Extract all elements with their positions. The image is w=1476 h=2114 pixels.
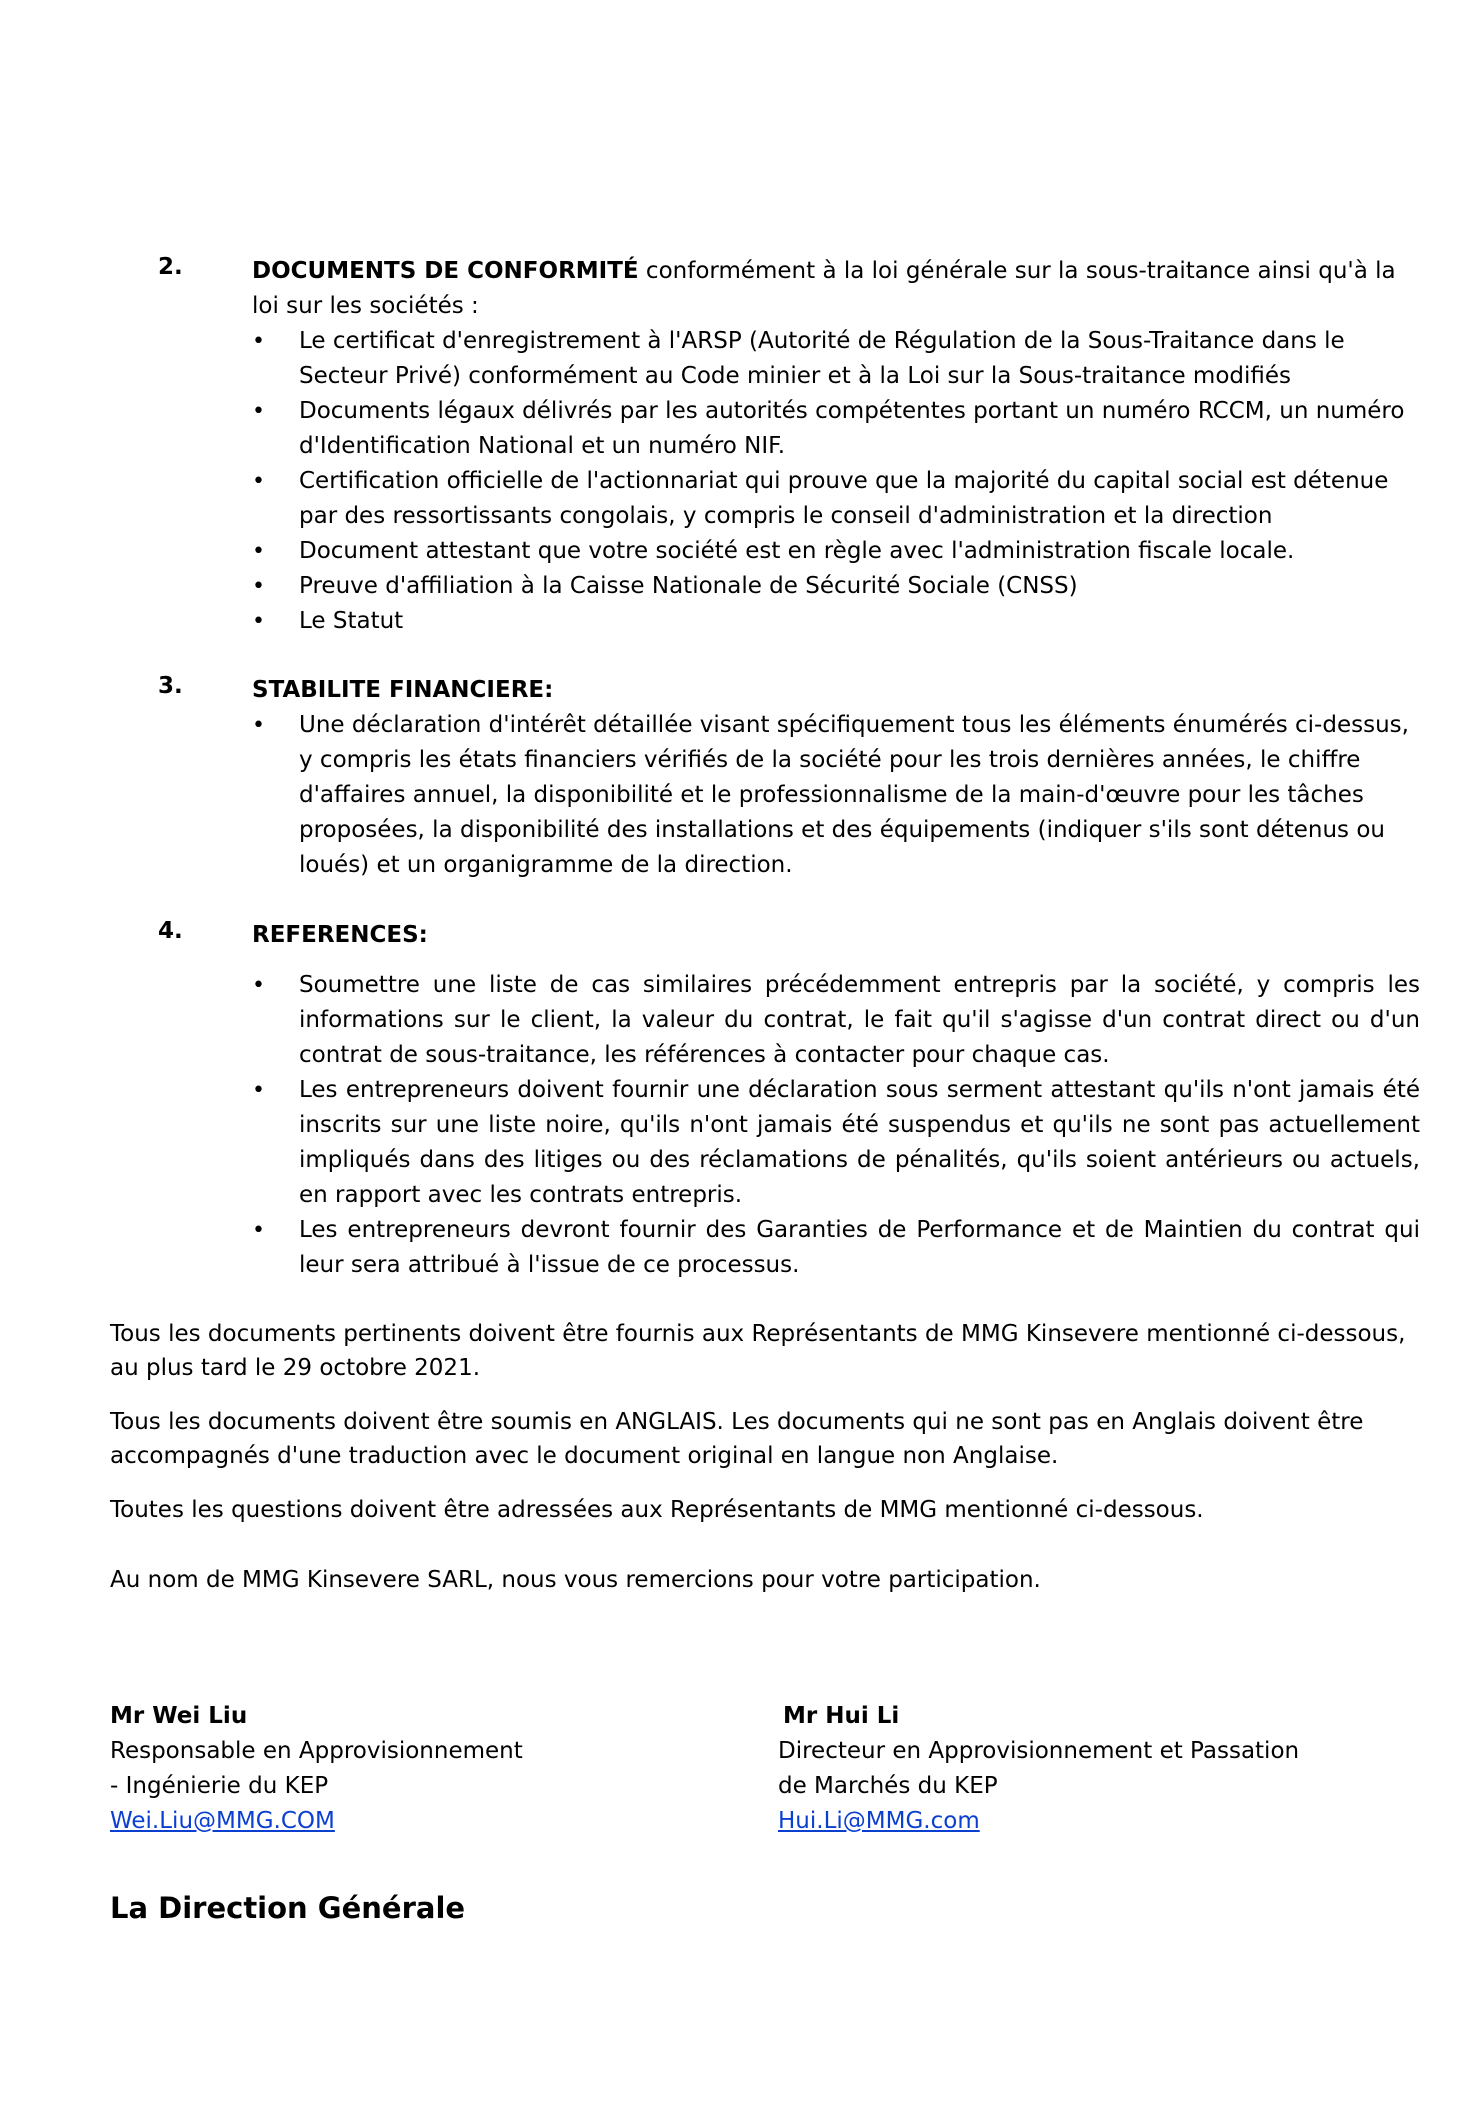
section-heading: STABILITE FINANCIERE: xyxy=(252,677,554,703)
list-item: • Le certificat d'enregistrement à l'ARSP (Autorité de Régulation de la Sous-Traitance dans le Secteur Privé) conformément au Code minier et à la Loi sur la Sous-traitance modifiés xyxy=(252,324,1420,394)
section-heading-line xyxy=(252,673,1420,708)
signatory-title: Responsable en Approvisionnement xyxy=(110,1738,523,1764)
signatory-title: - Ingénierie du KEP xyxy=(110,1773,329,1799)
paragraph-language: Tous les documents doivent être soumis en ANGLAIS. Les documents qui ne sont pas en Anglais doivent être accompagnés d'une traduction avec le document original en langue non Anglaise. xyxy=(110,1409,1364,1469)
section-heading-line xyxy=(252,918,1420,953)
signatory-email-link[interactable]: Hui.Li@MMG.com xyxy=(778,1808,980,1834)
list-item: • Les entrepreneurs doivent fournir une déclaration sous serment attestant qu'ils n'ont jamais été inscrits sur une liste noire, qu'ils n'ont jamais été suspendus et qu'ils ne sont pas actuellement impliqués dans des litiges ou des réclamations de pénalités, qu'ils soient antérieurs ou actuels, en rapport avec les contrats entrepris. xyxy=(252,1073,1420,1213)
section-number: 4. xyxy=(158,918,183,944)
signatory-title: Directeur en Approvisionnement et Passation xyxy=(778,1738,1300,1764)
signatory-name: Mr Wei Liu xyxy=(110,1703,248,1729)
signatory-block xyxy=(110,1699,523,1839)
list-item: • Preuve d'affiliation à la Caisse Nationale de Sécurité Sociale (CNSS) xyxy=(252,569,1420,604)
signatory-name: Mr Hui Li xyxy=(783,1703,900,1729)
signatory-block xyxy=(778,1699,1299,1839)
paragraph-deadline: Tous les documents pertinents doivent être fournis aux Représentants de MMG Kinsevere mentionné ci-dessous, au plus tard le 29 octobre 2021. xyxy=(110,1321,1406,1381)
conformity-list xyxy=(252,324,1420,639)
signatory-email-link[interactable]: Wei.Liu@MMG.COM xyxy=(110,1808,335,1834)
footer-signature: La Direction Générale xyxy=(110,1891,466,1925)
section-heading-rest: conformément à la loi générale sur la sous-traitance ainsi qu'à la loi sur les sociétés : xyxy=(252,258,1396,319)
financial-list xyxy=(252,708,1420,883)
section-heading-line xyxy=(252,254,1420,324)
list-item: • Documents légaux délivrés par les autorités compétentes portant un numéro RCCM, un numéro d'Identification National et un numéro NIF. xyxy=(252,394,1420,464)
list-item: • Une déclaration d'intérêt détaillée visant spécifiquement tous les éléments énumérés ci-dessus, y compris les états financiers vérifiés de la société pour les trois dernières années, le chiffre d'affaires annuel, la disponibilité et le professionnalisme de la main-d'œuvre pour les tâches proposées, la disponibilité des installations et des équipements (indiquer s'ils sont détenus ou loués) et un organigramme de la direction. xyxy=(252,708,1420,883)
list-item: • Soumettre une liste de cas similaires précédemment entrepris par la société, y compris les informations sur le client, la valeur du contrat, le fait qu'il s'agisse d'un contrat direct ou d'un contrat de sous-traitance, les références à contacter pour chaque cas. xyxy=(252,968,1420,1073)
section-heading: REFERENCES: xyxy=(252,922,428,948)
section-number: 2. xyxy=(158,254,183,280)
section-heading: DOCUMENTS DE CONFORMITÉ xyxy=(252,258,639,284)
paragraph-thanks: Au nom de MMG Kinsevere SARL, nous vous remercions pour votre participation. xyxy=(110,1567,1041,1593)
list-item: • Le Statut xyxy=(252,604,1420,639)
list-item: • Document attestant que votre société est en règle avec l'administration fiscale locale. xyxy=(252,534,1420,569)
paragraph-questions: Toutes les questions doivent être adressées aux Représentants de MMG mentionné ci-dessous. xyxy=(110,1497,1204,1523)
references-list xyxy=(252,968,1420,1283)
list-item: • Les entrepreneurs devront fournir des Garanties de Performance et de Maintien du contrat qui leur sera attribué à l'issue de ce processus. xyxy=(252,1213,1420,1283)
list-item: • Certification officielle de l'actionnariat qui prouve que la majorité du capital social est détenue par des ressortissants congolais, y compris le conseil d'administration et la direction xyxy=(252,464,1420,534)
signatory-title: de Marchés du KEP xyxy=(778,1773,998,1799)
section-number: 3. xyxy=(158,673,183,699)
